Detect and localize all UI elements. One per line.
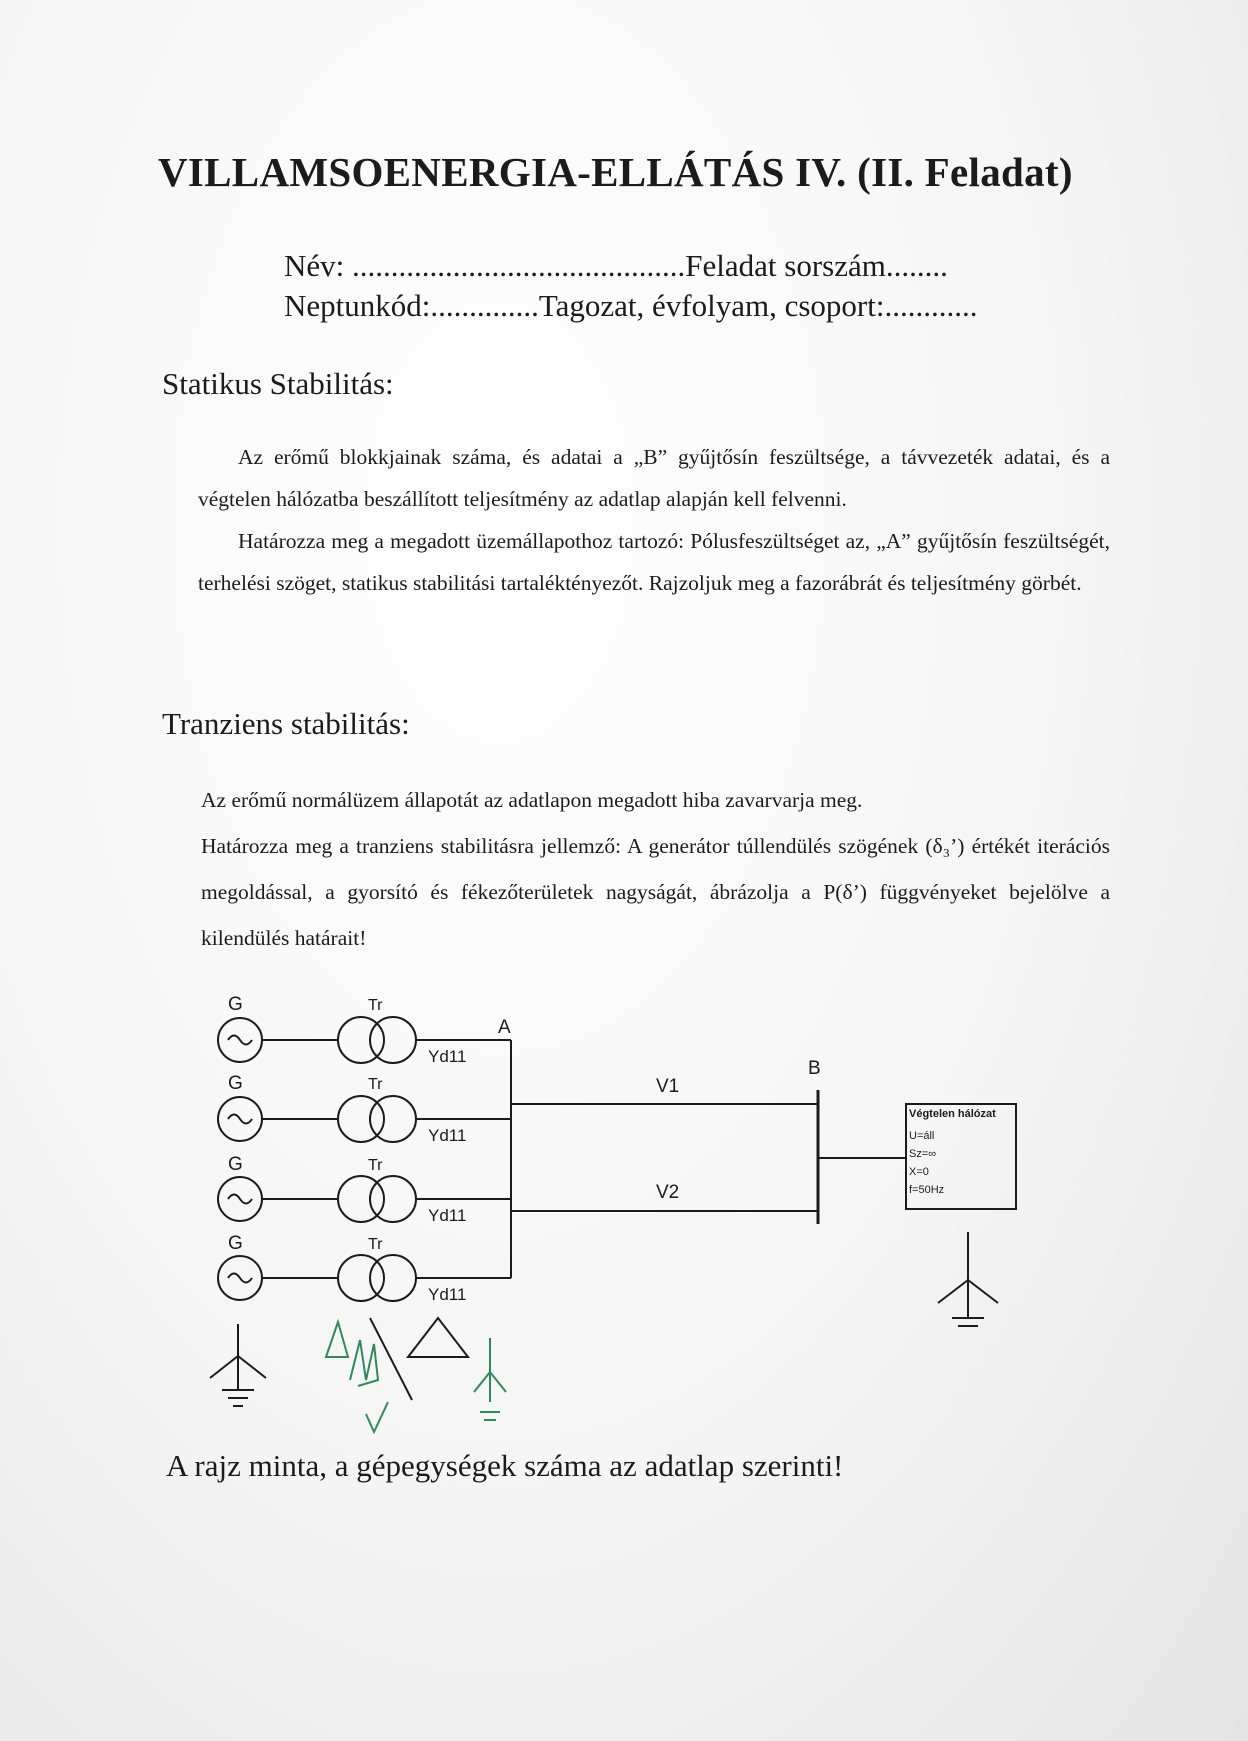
grid-box-frequency: f=50Hz <box>909 1184 945 1196</box>
bus-b-label: B <box>808 1058 821 1079</box>
transient-paragraph-1: Az erőmű normálüzem állapotát az adatlapon megadott hiba zavarvarja meg. <box>201 788 863 812</box>
neptun-field-line: Neptunkód:..............Tagozat, évfolyam, csoport:............ <box>284 288 978 323</box>
static-stability-heading: Statikus Stabilitás: <box>162 366 394 401</box>
generator-earth-symbol <box>210 1324 266 1406</box>
line-v2-label: V2 <box>656 1182 680 1203</box>
generator-label-4: G <box>228 1233 243 1254</box>
vector-group-label-3: Yd11 <box>428 1206 467 1225</box>
grid-box-title: Végtelen hálózat <box>909 1108 996 1120</box>
unit-3 <box>218 1176 511 1222</box>
transient-paragraph-2: Határozza meg a tranziens stabilitásra jellemző: A generátor túllendülés szögének (δ₃’) értékét iterációs megoldással, a gyorsító és fékezőterületek nagyságát, ábrázolja a P(δ’) függvényeket bejelölve a kilendülés határait! <box>201 834 1110 950</box>
vector-group-label-4: Yd11 <box>428 1285 467 1304</box>
static-paragraph-2: Határozza meg a megadott üzemállapothoz tartozó: Pólusfeszültséget az, „A” gyűjtősín feszültségét, terhelési szöget, statikus stabilitási tartaléktényezőt. Rajzoljuk meg a fazorábrát és teljesítmény görbét. <box>198 529 1110 595</box>
vector-group-label-1: Yd11 <box>428 1047 467 1066</box>
grid-box-reactance: X=0 <box>909 1166 929 1178</box>
footer-note: A rajz minta, a gépegységek száma az adatlap szerinti! <box>166 1448 844 1483</box>
transformer-label-3: Tr <box>368 1157 383 1174</box>
vector-group-label-2: Yd11 <box>428 1126 467 1145</box>
bus-a-label: A <box>498 1017 511 1038</box>
unit-4 <box>218 1255 511 1301</box>
transformer-label-1: Tr <box>368 997 383 1014</box>
page-title: VILLAMSOENERGIA-ELLÁTÁS IV. (II. Feladat) <box>158 149 1073 195</box>
name-field-line: Név: ...........................................Feladat sorszám........ <box>284 248 948 283</box>
transient-stability-heading: Tranziens stabilitás: <box>162 706 410 741</box>
grid-box-power: Sz=∞ <box>909 1148 937 1160</box>
line-v1-label: V1 <box>656 1076 680 1097</box>
grid-box-voltage: U=áll <box>909 1130 935 1142</box>
static-paragraph-1: Az erőmű blokkjainak száma, és adatai a „B” gyűjtősín feszültsége, a távvezeték adatai, és a végtelen hálózatba beszállított teljesítmény az adatlap alapján kell felvenni. <box>198 445 1110 511</box>
generator-label-3: G <box>228 1154 243 1175</box>
delta-symbol <box>408 1318 468 1357</box>
handwritten-marks <box>326 1322 506 1432</box>
unit-1 <box>218 1017 511 1063</box>
transformer-label-4: Tr <box>368 1236 383 1253</box>
grid-earth-symbol <box>938 1232 998 1326</box>
generator-label-1: G <box>228 994 243 1015</box>
generator-label-2: G <box>228 1073 243 1094</box>
unit-2 <box>218 1096 511 1142</box>
transformer-label-2: Tr <box>368 1076 383 1093</box>
